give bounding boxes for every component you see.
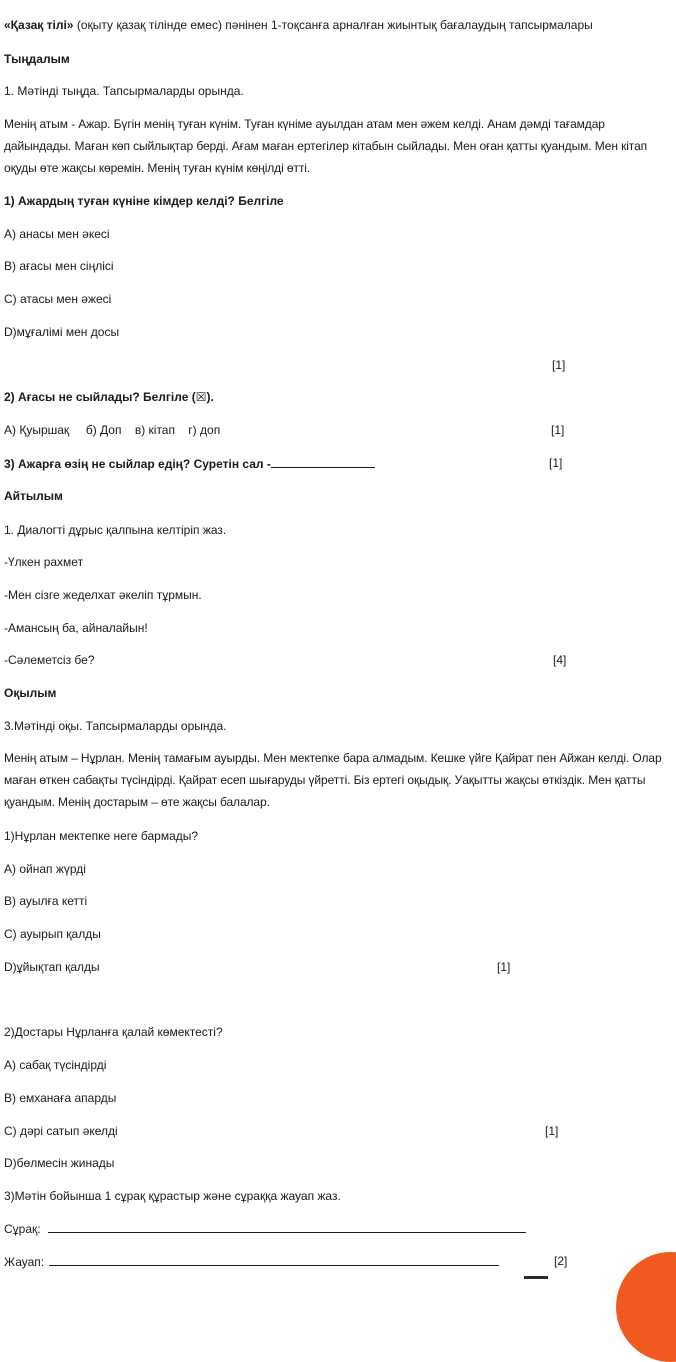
listening-text: Менің атым - Ажар. Бүгін менің туған күнім. Туған күніме ауылдан атам мен әжем келді. Анам дәмді тағамдар дайындады. Маған көп сыйлықтар берді. Ағам маған ертегілер кітабын сыйлады. Мен оған қатты қуандым. Мен кітап оқуды өте жақсы көремін. Менің туған күнім көңілді өтті. xyxy=(4,117,648,175)
listening-q3 xyxy=(4,456,375,472)
speaking-mark: [4] xyxy=(553,653,567,667)
listening-task: 1. Мәтінді тыңда. Тапсырмаларды орында. xyxy=(4,84,244,98)
orange-circle-button[interactable] xyxy=(616,1252,676,1362)
listening-heading: Тыңдалым xyxy=(4,52,70,66)
reading-task: 3.Мәтінді оқы. Тапсырмаларды орында. xyxy=(4,719,227,733)
listening-q2: 2) Ағасы не сыйлады? Белгіле (☒). xyxy=(4,390,214,404)
listening-q3-text: 3) Ажарға өзің не сыйлар едің? Суретін сал - xyxy=(4,457,271,471)
listening-q1-option-a: А) анасы мен әкесі xyxy=(4,227,110,241)
speaking-heading: Айтылым xyxy=(4,489,63,503)
reading-q1-option-a: А) ойнап жүрді xyxy=(4,862,86,876)
listening-q1-option-d: D)мұғалімі мен досы xyxy=(4,325,120,339)
reading-q1: 1)Нұрлан мектепке неге бармады? xyxy=(4,829,199,843)
subject-name: «Қазақ тілі» xyxy=(4,18,74,32)
reading-q2-option-c: С) дәрі сатып әкелді xyxy=(4,1124,118,1138)
reading-text: Менің атым – Нұрлан. Менің тамағым ауырды. Мен мектепке бара алмадым. Кешке үйге Қайрат пен Айжан келді. Олар маған өткен сабақты түсіндірді. Қайрат есеп шығаруды үйретті. Біз ертегі оқыдық. Уақытты жақсы өткіздік. Мен қатты қуандым. Менің достарым – өте жақсы балалар. xyxy=(4,751,662,809)
reading-q3-mark: [2] xyxy=(554,1254,568,1268)
dialogue-line-3: -Амансың ба, айналайын! xyxy=(4,621,148,635)
reading-heading: Оқылым xyxy=(4,686,57,700)
reading-q2-option-b: В) емханаға апарды xyxy=(4,1091,117,1105)
answer-label: Жауап: xyxy=(4,1255,45,1269)
question-answer-line[interactable] xyxy=(48,1221,526,1233)
reading-q1-option-b: В) ауылға кетті xyxy=(4,894,88,908)
reading-q1-option-d: D)ұйықтап қалды xyxy=(4,960,100,974)
reading-q2-option-d: D)бөлмесін жинады xyxy=(4,1156,115,1170)
listening-q3-mark: [1] xyxy=(549,456,563,470)
listening-q1-mark: [1] xyxy=(552,358,566,372)
listening-q1: 1) Ажардың туған күніне кімдер келді? Белгіле xyxy=(4,194,284,208)
dark-bar-decoration xyxy=(524,1276,548,1279)
question-label: Сұрақ: xyxy=(4,1222,41,1236)
reading-q2-option-a: А) сабақ түсіндірді xyxy=(4,1058,107,1072)
reading-q2: 2)Достары Нұрланға қалай көмектесті? xyxy=(4,1025,223,1039)
listening-q2-options: А) Қуыршақ б) Доп в) кітап г) доп xyxy=(4,423,221,437)
document-title xyxy=(4,18,593,33)
question-row xyxy=(4,1221,526,1237)
listening-q2-mark: [1] xyxy=(551,423,565,437)
dialogue-line-2: -Мен сізге жеделхат әкеліп тұрмын. xyxy=(4,588,202,602)
dialogue-line-4: -Сәлеметсіз бе? xyxy=(4,653,95,667)
speaking-task: 1. Диалогті дұрыс қалпына келтіріп жаз. xyxy=(4,523,227,537)
reading-q2-mark: [1] xyxy=(545,1124,559,1138)
answer-line[interactable] xyxy=(49,1254,499,1266)
answer-row xyxy=(4,1254,499,1270)
reading-q1-mark: [1] xyxy=(497,960,511,974)
reading-q3: 3)Мәтін бойынша 1 сұрақ құрастыр және сұраққа жауап жаз. xyxy=(4,1189,341,1203)
title-rest: (оқыту қазақ тілінде емес) пәнінен 1-тоқсанға арналған жиынтық бағалаудың тапсырмалары xyxy=(73,18,593,32)
listening-q1-option-b: В) ағасы мен сіңлісі xyxy=(4,259,114,273)
dialogue-line-1: -Үлкен рахмет xyxy=(4,555,84,569)
reading-q1-option-c: С) ауырып қалды xyxy=(4,927,101,941)
listening-q1-option-c: С) атасы мен әжесі xyxy=(4,292,112,306)
drawing-answer-line[interactable] xyxy=(271,456,375,468)
